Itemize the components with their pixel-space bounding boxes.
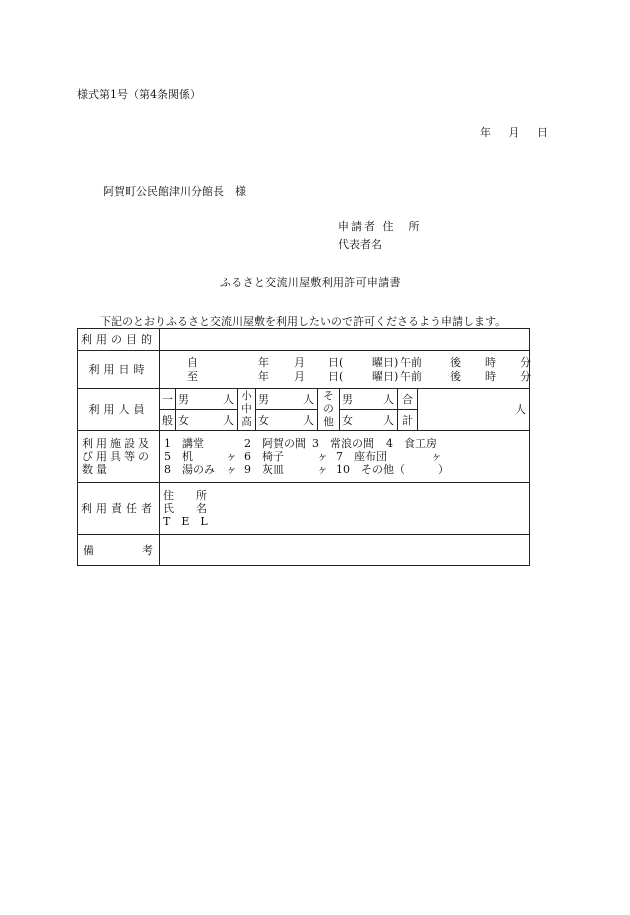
from-year: 年 — [258, 355, 269, 369]
other-label-3: 他 — [323, 416, 334, 428]
remarks-field[interactable] — [160, 535, 530, 566]
facility-item: 2 阿賀の間 — [244, 437, 306, 450]
responsible-tel: T E L — [163, 515, 208, 528]
remarks-label — [78, 535, 160, 566]
people-label: 利用人員 — [78, 389, 160, 431]
general-female-label: 女 — [178, 413, 189, 427]
to-after: 後 — [450, 369, 461, 383]
facilities-row — [78, 431, 530, 483]
facility-item: 6 椅子 ヶ — [244, 450, 328, 463]
year-label: 年 — [480, 126, 491, 139]
general-female-unit: 人 — [223, 413, 234, 427]
from-day: 日( — [328, 355, 344, 369]
facilities-label-1: 利用施設及 — [82, 437, 152, 450]
day-label: 日 — [537, 126, 548, 139]
facilities-line-3 — [160, 463, 529, 476]
purpose-row — [78, 329, 530, 351]
student-female-unit: 人 — [303, 413, 314, 427]
facilities-line-2 — [160, 450, 529, 463]
addressee: 阿賀町公民館津川分館長 様 — [103, 185, 246, 198]
general-bottom: 般 — [160, 410, 176, 431]
from-ampm: 午前 — [400, 355, 422, 369]
total-field[interactable] — [418, 389, 530, 431]
datetime-field[interactable] — [160, 351, 530, 389]
responsible-name: 氏 名 — [163, 502, 207, 515]
total-unit: 人 — [515, 403, 526, 416]
from-prefix: 自 — [187, 355, 198, 369]
applicant-representative-label: 代表者名 — [338, 238, 382, 251]
general-top: 一 — [160, 389, 176, 410]
general-male-cell[interactable] — [176, 389, 238, 410]
elem-label-2: 中 — [241, 403, 252, 415]
facilities-line-1 — [160, 437, 529, 450]
facilities-label-2: び用具等の — [82, 450, 152, 463]
from-month: 月 — [294, 355, 305, 369]
remarks-row — [78, 535, 530, 566]
general-female-cell[interactable] — [176, 410, 238, 431]
other-female-cell[interactable] — [340, 410, 398, 431]
other-label-1: そ — [323, 390, 334, 402]
facilities-label-3: 数量 — [82, 463, 110, 476]
other-label — [318, 389, 340, 431]
from-after: 後 — [450, 355, 461, 369]
facility-item: 8 湯のみ ヶ — [164, 463, 237, 476]
student-male-unit: 人 — [303, 392, 314, 406]
facility-item: 9 灰皿 ヶ — [244, 463, 328, 476]
responsible-address: 住 所 — [163, 489, 207, 502]
intro-text: 下記のとおりふるさと交流川屋敷を利用したいので許可くださるよう申請します。 — [100, 315, 507, 328]
other-female-label: 女 — [342, 413, 353, 427]
people-row-male — [78, 389, 530, 410]
facility-item: 7 座布団 ヶ — [336, 450, 442, 463]
to-prefix: 至 — [187, 369, 198, 383]
date-to-row — [160, 370, 529, 384]
month-label: 月 — [508, 126, 520, 139]
applicant-address-label: 申請者 住 所 — [338, 220, 422, 233]
from-hour: 時 — [485, 355, 496, 369]
elem-label-1: 小 — [241, 390, 252, 402]
to-year: 年 — [258, 369, 269, 383]
datetime-row — [78, 351, 530, 389]
student-male-label: 男 — [258, 392, 269, 406]
student-male-cell[interactable] — [256, 389, 318, 410]
other-male-label: 男 — [342, 392, 353, 406]
general-male-label: 男 — [178, 392, 189, 406]
facilities-label — [78, 431, 160, 483]
facility-item: 10 その他（ ） — [336, 463, 449, 476]
to-hour: 時 — [485, 369, 496, 383]
remarks-label-right: 考 — [142, 543, 153, 557]
elem-mid-high-label — [238, 389, 256, 431]
remarks-label-left: 備 — [83, 543, 94, 557]
to-minute: 分 — [520, 369, 531, 383]
facility-item: 4 食工房 — [386, 437, 437, 450]
purpose-label: 利用の目的 — [78, 329, 160, 351]
date-from-row — [160, 356, 529, 370]
date-line — [480, 124, 562, 140]
elem-label-3: 高 — [241, 416, 252, 428]
from-minute: 分 — [520, 355, 531, 369]
document-title: ふるさと交流川屋敷利用許可申請書 — [220, 276, 401, 289]
student-female-label: 女 — [258, 413, 269, 427]
general-male-unit: 人 — [223, 392, 234, 406]
application-form-table — [77, 328, 530, 566]
other-male-unit: 人 — [383, 392, 394, 406]
total-top: 合 — [398, 389, 418, 410]
purpose-field[interactable] — [160, 329, 530, 351]
responsible-label: 利用責任者 — [78, 483, 160, 535]
student-female-cell[interactable] — [256, 410, 318, 431]
other-label-2: の — [323, 403, 334, 415]
form-number: 様式第1号（第4条関係） — [77, 88, 201, 101]
responsible-row — [78, 483, 530, 535]
other-female-unit: 人 — [383, 413, 394, 427]
from-weekday: 曜日) — [372, 355, 399, 369]
total-bottom: 計 — [398, 410, 418, 431]
to-day: 日( — [328, 369, 344, 383]
other-male-cell[interactable] — [340, 389, 398, 410]
facility-item: 1 講堂 — [164, 437, 204, 450]
to-ampm: 午前 — [400, 369, 422, 383]
facility-item: 5 机 ヶ — [164, 450, 237, 463]
responsible-field[interactable] — [160, 483, 530, 535]
to-month: 月 — [294, 369, 305, 383]
facilities-field[interactable] — [160, 431, 530, 483]
to-weekday: 曜日) — [372, 369, 399, 383]
datetime-label: 利用日時 — [78, 351, 160, 389]
facility-item: 3 常浪の間 — [312, 437, 374, 450]
